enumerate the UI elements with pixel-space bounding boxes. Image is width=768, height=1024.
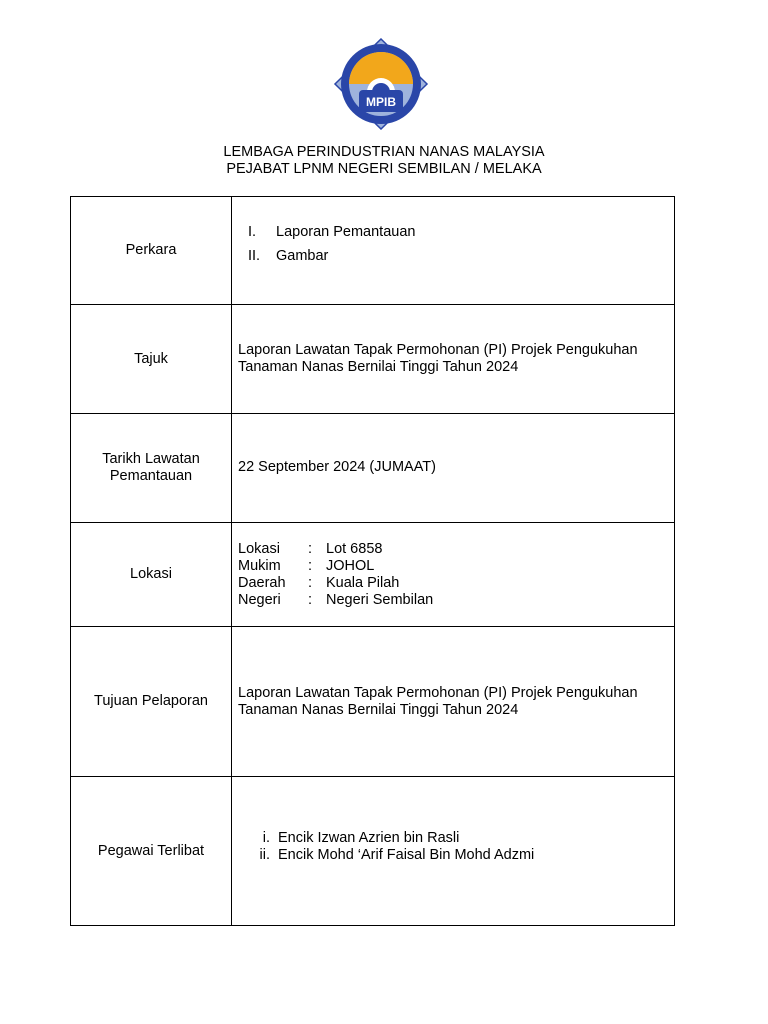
header-line-1: LEMBAGA PERINDUSTRIAN NANAS MALAYSIA (223, 144, 545, 160)
tujuan-label: Tujuan Pelaporan (71, 627, 232, 777)
mpib-logo-icon (333, 38, 429, 130)
report-table (70, 196, 675, 926)
list-item: II. Gambar (248, 247, 329, 264)
lokasi-value (232, 523, 675, 627)
list-item: I. Laporan Pemantauan (248, 223, 416, 240)
table-row-pegawai (71, 777, 675, 926)
table-row-perkara (71, 197, 675, 305)
header-line-2: PEJABAT LPNM NEGERI SEMBILAN / MELAKA (226, 161, 542, 177)
tujuan-value: Laporan Lawatan Tapak Permohonan (PI) Projek Pengukuhan Tanaman Nanas Bernilai Tinggi Tahun 2024 (232, 627, 675, 777)
perkara-value (232, 197, 675, 305)
tajuk-value: Laporan Lawatan Tapak Permohonan (PI) Projek Pengukuhan Tanaman Nanas Bernilai Tinggi Tahun 2024 (232, 305, 675, 414)
table-row-lokasi (71, 523, 675, 627)
tajuk-label: Tajuk (71, 305, 232, 414)
tarikh-value: 22 September 2024 (JUMAAT) (232, 414, 675, 523)
list-item: i. Encik Izwan Azrien bin Rasli (262, 830, 460, 846)
pegawai-value (232, 777, 675, 926)
pegawai-list (244, 830, 674, 864)
perkara-list (242, 220, 674, 268)
pegawai-label: Pegawai Terlibat (71, 777, 232, 926)
table-row-tujuan (71, 627, 675, 777)
lokasi-details: Lokasi : Lot 6858 Mukim : JOHOL Daerah : Kuala Pilah Negeri : Negeri Sembilan (238, 540, 434, 608)
perkara-label: Perkara (71, 197, 232, 305)
svg-text:MPIB: MPIB (366, 95, 396, 109)
list-item: ii. Encik Mohd ‘Arif Faisal Bin Mohd Adzmi (259, 847, 535, 863)
tarikh-label: Tarikh Lawatan Pemantauan (71, 414, 232, 523)
table-row-tarikh (71, 414, 675, 523)
mpib-logo (333, 38, 429, 130)
lokasi-label: Lokasi (71, 523, 232, 627)
table-row-tajuk (71, 305, 675, 414)
